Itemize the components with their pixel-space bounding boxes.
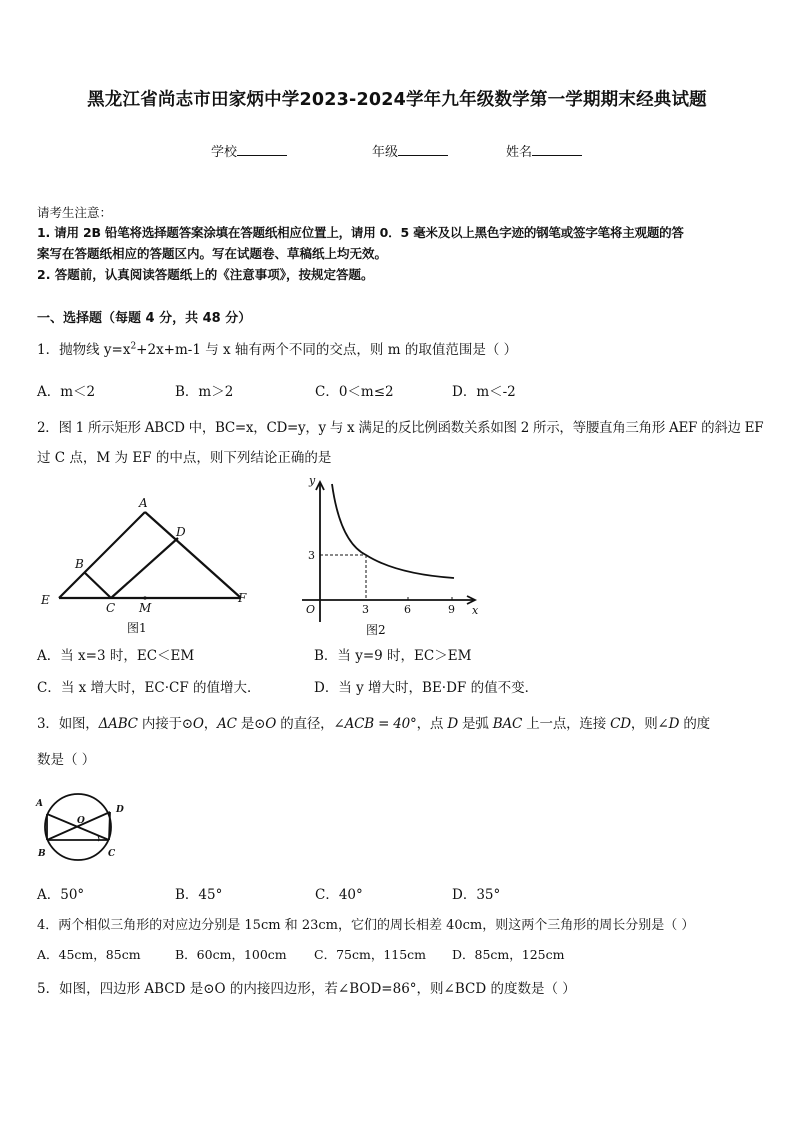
- q3-text-j: 的度: [679, 716, 710, 732]
- fig1-point-m: [143, 596, 146, 599]
- q3-text-b: 内接于⊙: [137, 716, 193, 732]
- fig2-x-tick-6: 6: [404, 603, 411, 616]
- notice-line-1b: 案写在答题纸相应的答题区内。写在试题卷、草稿纸上均无效。: [37, 246, 388, 261]
- q2-option-c: C．当 x 增大时，EC·CF 的值增大．: [37, 680, 261, 696]
- name-label: 姓名: [506, 145, 533, 160]
- fig1-label-a: A: [139, 496, 148, 510]
- school-label: 学校: [211, 145, 238, 160]
- question-5-stem: 5．如图，四边形 ABCD 是⊙O 的内接四边形，若∠BOD=86°，则∠BCD 的度数是（ ）: [37, 981, 576, 997]
- q1-option-d: D．m＜-2: [452, 384, 516, 400]
- fig2-curve: [332, 484, 454, 578]
- q2-option-a: A．当 x=3 时，EC＜EM: [37, 648, 195, 664]
- q1-option-c: C．0＜m≤2: [315, 384, 394, 400]
- name-blank: [532, 143, 582, 156]
- fig1-line-bc: [84, 572, 111, 598]
- q3-label-b: B: [38, 849, 46, 859]
- q3-text-a: 3．如图，: [37, 716, 99, 732]
- q3-d: D: [447, 716, 458, 732]
- q3-figure: [32, 792, 132, 864]
- question-2-line-2: 过 C 点，M 为 EF 的中点，则下列结论正确的是: [37, 450, 332, 466]
- fig2-y-tick-3: 3: [308, 549, 315, 562]
- name-field: [506, 141, 582, 160]
- fig2-origin-label: O: [306, 603, 316, 616]
- notice-line-2: 2. 答题前，认真阅读答题纸上的《注意事项》，按规定答题。: [37, 267, 374, 282]
- notice-heading: 请考生注意：: [37, 205, 113, 220]
- q3-cd: CD: [610, 716, 631, 732]
- question-3-line-2: 数是（ ）: [37, 752, 96, 768]
- q3-bac: BAC: [492, 716, 523, 732]
- school-field: [211, 141, 287, 160]
- q1-stem-post: +2x+m-1 与 x 轴有两个不同的交点，则 m 的取值范围是（ ）: [136, 342, 518, 358]
- fig1-line-cd: [111, 538, 178, 598]
- q2-figure-1: [35, 494, 265, 636]
- q3-text-f: ，点: [416, 716, 448, 732]
- fig2-y-label: y: [309, 474, 316, 487]
- q3-text-c: ，: [203, 716, 218, 732]
- q3-o1: O: [192, 716, 204, 732]
- notice-line-1: 1. 请用 2B 铅笔将选择题答案涂填在答题纸相应位置上，请用 0．5 毫米及以上黑色字迹的钢笔或签字笔将主观题的答: [37, 225, 684, 240]
- fig2-x-tick-3: 3: [362, 603, 369, 616]
- q3-option-b: B．45°: [175, 887, 223, 903]
- q3-option-a: A．50°: [37, 887, 85, 903]
- question-1-stem: [37, 338, 517, 358]
- section-heading: 一、选择题（每题 4 分，共 48 分）: [37, 311, 252, 326]
- fig1-label-f: F: [238, 591, 247, 605]
- q2-option-b: B．当 y=9 时，EC＞EM: [314, 648, 472, 664]
- grade-label: 年级: [372, 145, 399, 160]
- q3-text-g: 是弧: [457, 716, 493, 732]
- q1-option-a: A．m＜2: [37, 384, 96, 400]
- q3-label-d: D: [116, 805, 124, 815]
- fig1-label-c: C: [106, 601, 116, 615]
- q4-option-a: A．45cm，85cm: [37, 947, 141, 962]
- grade-blank: [398, 143, 448, 156]
- q3-o2: O: [265, 716, 277, 732]
- fig1-label-e: E: [41, 593, 50, 607]
- fig2-caption: 图2: [366, 623, 386, 637]
- q3-text-i: ，则: [630, 716, 658, 732]
- q1-stem-sup: 2: [130, 341, 137, 352]
- q2-figure-2: [296, 472, 486, 640]
- fig2-x-label: x: [472, 604, 479, 617]
- school-blank: [237, 143, 287, 156]
- q3-option-c: C．40°: [315, 887, 363, 903]
- fig1-label-b: B: [75, 557, 84, 571]
- q3-ac: AC: [217, 716, 237, 732]
- q3-option-d: D．35°: [452, 887, 501, 903]
- q3-angle: ∠ACB = 40°: [333, 716, 417, 732]
- q4-option-c: C．75cm，115cm: [314, 947, 427, 962]
- q3-label-a: A: [36, 799, 43, 809]
- q1-option-b: B．m＞2: [175, 384, 234, 400]
- fig1-line-ea: [59, 512, 145, 598]
- fig1-caption: 图1: [127, 621, 147, 635]
- q3-line-dc: [109, 812, 110, 840]
- q3-label-o: O: [77, 816, 85, 826]
- q3-angd: ∠D: [657, 716, 680, 732]
- q2-option-d: D．当 y 增大时，BE·DF 的值不变．: [314, 680, 539, 696]
- page-title: 黑龙江省尚志市田家炳中学2023-2024学年九年级数学第一学期期末经典试题: [87, 90, 707, 110]
- fig2-x-tick-9: 9: [448, 603, 455, 616]
- question-2-line-1: 2．图 1 所示矩形 ABCD 中，BC=x，CD=y，y 与 x 满足的反比例函数关系如图 2 所示，等腰直角三角形 AEF 的斜边 EF: [37, 420, 764, 436]
- q3-text-h: 上一点，连接: [522, 716, 611, 732]
- q3-text-e: 的直径，: [276, 716, 334, 732]
- q4-option-d: D．85cm，125cm: [452, 947, 565, 962]
- q3-label-c: C: [108, 849, 116, 859]
- question-3-line-1: [37, 712, 710, 732]
- q4-option-b: B．60cm，100cm: [175, 947, 287, 962]
- question-4-stem: 4．两个相似三角形的对应边分别是 15cm 和 23cm，它们的周长相差 40cm，则这两个三角形的周长分别是（ ）: [37, 918, 695, 933]
- fig1-label-d: D: [176, 525, 186, 539]
- fig1-label-m: M: [139, 601, 152, 615]
- q3-triangle: ΔABC: [98, 716, 138, 732]
- q1-stem-pre: 1．抛物线 y=x: [37, 342, 131, 358]
- q3-text-d: 是⊙: [236, 716, 266, 732]
- grade-field: [372, 141, 448, 160]
